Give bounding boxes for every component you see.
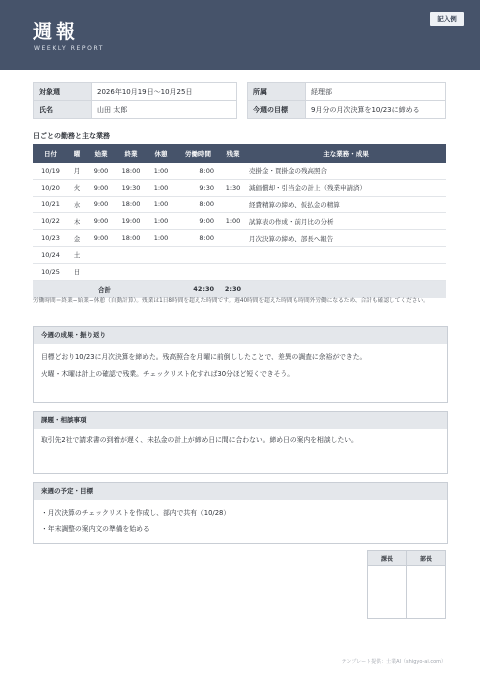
cell-hours: 8:00 [176,196,220,213]
col-header-date: 日付 [33,144,68,163]
cell-dow: 土 [68,246,86,263]
cell-date: 10/25 [33,263,68,280]
cell-overtime: 1:00 [220,213,246,230]
cell-dow: 木 [68,213,86,230]
table-row [33,213,446,230]
period-value[interactable]: 2026年10月19日〜10月25日 [92,83,237,101]
col-header-task: 主な業務・成果 [246,144,446,163]
cell-break[interactable]: 1:00 [146,213,176,230]
table-row [33,246,446,263]
cell-date: 10/22 [33,213,68,230]
cell-dow: 金 [68,230,86,247]
table-row [33,230,446,247]
work-table [33,144,446,298]
header-banner [0,0,480,70]
cell-end[interactable] [116,263,146,280]
cell-dow: 火 [68,179,86,196]
col-header-hours: 労働時間 [176,144,220,163]
cell-task[interactable] [246,246,446,263]
col-header-break: 休憩 [146,144,176,163]
issues-heading: 課題・相談事項 [34,412,447,429]
approval-head-1: 課長 [368,551,407,566]
cell-overtime [220,196,246,213]
col-header-overtime: 残業 [220,144,246,163]
col-header-dow: 曜 [68,144,86,163]
cell-end[interactable]: 18:00 [116,230,146,247]
col-header-start: 始業 [86,144,116,163]
table-row [33,196,446,213]
plans-box [33,482,448,544]
cell-break[interactable]: 1:00 [146,230,176,247]
cell-date: 10/20 [33,179,68,196]
approval-head-2: 部長 [407,551,446,566]
cell-start[interactable]: 9:00 [86,213,116,230]
name-value[interactable]: 山田 太郎 [92,101,237,119]
plans-heading: 来週の予定・目標 [34,483,447,500]
cell-start[interactable]: 9:00 [86,163,116,179]
dept-label: 所属 [248,83,306,101]
results-line-2[interactable]: 火曜・木曜は計上の確認で残業。チェックリスト化すれば30分ほど短くできそう。 [41,370,294,378]
cell-end[interactable]: 18:00 [116,196,146,213]
cell-hours: 8:00 [176,230,220,247]
info-table [33,82,446,119]
cell-task[interactable] [246,263,446,280]
goal-label: 今週の目標 [248,101,306,119]
plans-line-2[interactable]: ・年末調整の案内文の準備を始める [41,525,150,533]
period-label: 対象週 [34,83,92,101]
page-title: 週報 [33,21,80,43]
cell-end[interactable]: 19:00 [116,213,146,230]
table-row [33,263,446,280]
plans-line-1[interactable]: ・月次決算のチェックリストを作成し、部内で共有（10/28） [41,509,231,517]
cell-end[interactable] [116,246,146,263]
cell-date: 10/19 [33,163,68,179]
issues-box [33,411,448,474]
total-row [33,280,446,298]
cell-task[interactable]: 売掛金・買掛金の残高照合 [246,163,446,179]
cell-overtime [220,246,246,263]
cell-start[interactable] [86,246,116,263]
cell-overtime: 1:30 [220,179,246,196]
table-row [33,163,446,179]
footer-credit: テンプレート提供：士業AI（shigyo-ai.com） [341,659,446,665]
cell-date: 10/23 [33,230,68,247]
cell-task[interactable]: 経費精算の締め、仮払金の精算 [246,196,446,213]
cell-dow: 月 [68,163,86,179]
cell-break[interactable]: 1:00 [146,179,176,196]
name-label: 氏名 [34,101,92,119]
calculation-note: 労働時間＝終業−始業−休憩（自動計算）。残業は1日8時間を超えた時間です。週40時間を超えた時間も時間外労働になるため、合計も確認してください。 [33,298,429,304]
results-box [33,326,448,403]
cell-overtime [220,263,246,280]
info-gap [237,83,248,101]
page-subtitle: WEEKLY REPORT [34,45,105,52]
cell-date: 10/24 [33,246,68,263]
total-label: 合計 [33,280,176,298]
cell-dow: 水 [68,196,86,213]
dept-value[interactable]: 経理部 [306,83,446,101]
cell-break[interactable] [146,246,176,263]
goal-value[interactable]: 9月分の月次決算を10/23に締める [306,101,446,119]
cell-start[interactable]: 9:00 [86,196,116,213]
example-badge: 記入例 [430,12,464,26]
total-empty [246,280,446,298]
cell-break[interactable]: 1:00 [146,163,176,179]
cell-start[interactable]: 9:00 [86,230,116,247]
cell-task[interactable]: 試算表の作成・前月比の分析 [246,213,446,230]
col-header-end: 終業 [116,144,146,163]
work-header-row [33,144,446,163]
cell-task[interactable]: 減価償却・引当金の計上（残業申請済） [246,179,446,196]
total-hours: 42:30 [176,280,220,298]
cell-overtime [220,230,246,247]
cell-hours [176,263,220,280]
cell-break[interactable] [146,263,176,280]
issues-line-1[interactable]: 取引先2社で請求書の到着が遅く、未払金の計上が締め日に間に合わない。締め日の案内を相談したい。 [41,436,358,444]
cell-hours [176,246,220,263]
cell-date: 10/21 [33,196,68,213]
cell-overtime [220,163,246,179]
cell-break[interactable]: 1:00 [146,196,176,213]
cell-start[interactable]: 9:00 [86,179,116,196]
cell-hours: 9:30 [176,179,220,196]
cell-start[interactable] [86,263,116,280]
info-gap [237,101,248,119]
cell-end[interactable]: 19:30 [116,179,146,196]
approval-stamp-2[interactable] [407,566,446,619]
cell-dow: 日 [68,263,86,280]
approval-stamp-1[interactable] [368,566,407,619]
total-overtime: 2:30 [220,280,246,298]
cell-end[interactable]: 18:00 [116,163,146,179]
cell-hours: 8:00 [176,163,220,179]
cell-hours: 9:00 [176,213,220,230]
results-heading: 今週の成果・振り返り [34,327,447,344]
cell-task[interactable]: 月次決算の締め、部長へ報告 [246,230,446,247]
table-row [33,179,446,196]
results-line-1[interactable]: 目標どおり10/23に月次決算を締めた。残高照合を月曜に前倒ししたことで、差異の調査に余裕ができた。 [41,353,367,361]
work-section-title: 日ごとの勤務と主な業務 [33,132,110,140]
approval-table [367,550,446,619]
